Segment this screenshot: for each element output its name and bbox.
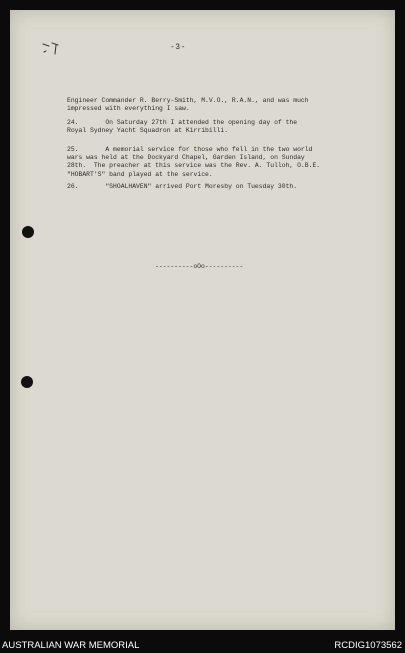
- page-number: -3-: [170, 43, 186, 52]
- text-line: "HOBART'S" band played at the service.: [67, 170, 213, 178]
- footer-institution: AUSTRALIAN WAR MEMORIAL: [2, 640, 140, 651]
- text-line: 28th. The preacher at this service was the Rev. A. Tulloh, O.B.E.: [67, 162, 321, 170]
- paragraph-25: [67, 146, 397, 179]
- punch-hole-bottom: [21, 376, 33, 388]
- pencil-mark-icon: [40, 40, 62, 60]
- footer-record-id: RCDIG1073562: [334, 640, 402, 651]
- archive-footer: [0, 638, 405, 653]
- text-line: wars was held at the Dockyard Chapel, Garden Island, on Sunday: [67, 154, 305, 162]
- text-line: 26. "SHOALHAVEN" arrived Port Moresby on Tuesday 30th.: [67, 183, 298, 190]
- paragraph-continuation: [67, 97, 397, 113]
- paragraph-24: [67, 119, 397, 135]
- paragraph-26: [67, 183, 397, 191]
- text-line: impressed with everything I saw.: [67, 105, 190, 113]
- text-line: 24. On Saturday 27th I attended the opening day of the: [67, 119, 298, 126]
- section-separator: ----------oOo----------: [155, 263, 244, 270]
- document-page: [10, 10, 395, 630]
- text-line: Engineer Commander R. Berry-Smith, M.V.O., R.A.N., and was much: [67, 97, 309, 104]
- punch-hole-top: [22, 226, 34, 238]
- text-line: Royal Sydney Yacht Squadron at Kirribilli.: [67, 127, 229, 135]
- text-line: 25. A memorial service for those who fell in the two world: [67, 146, 313, 153]
